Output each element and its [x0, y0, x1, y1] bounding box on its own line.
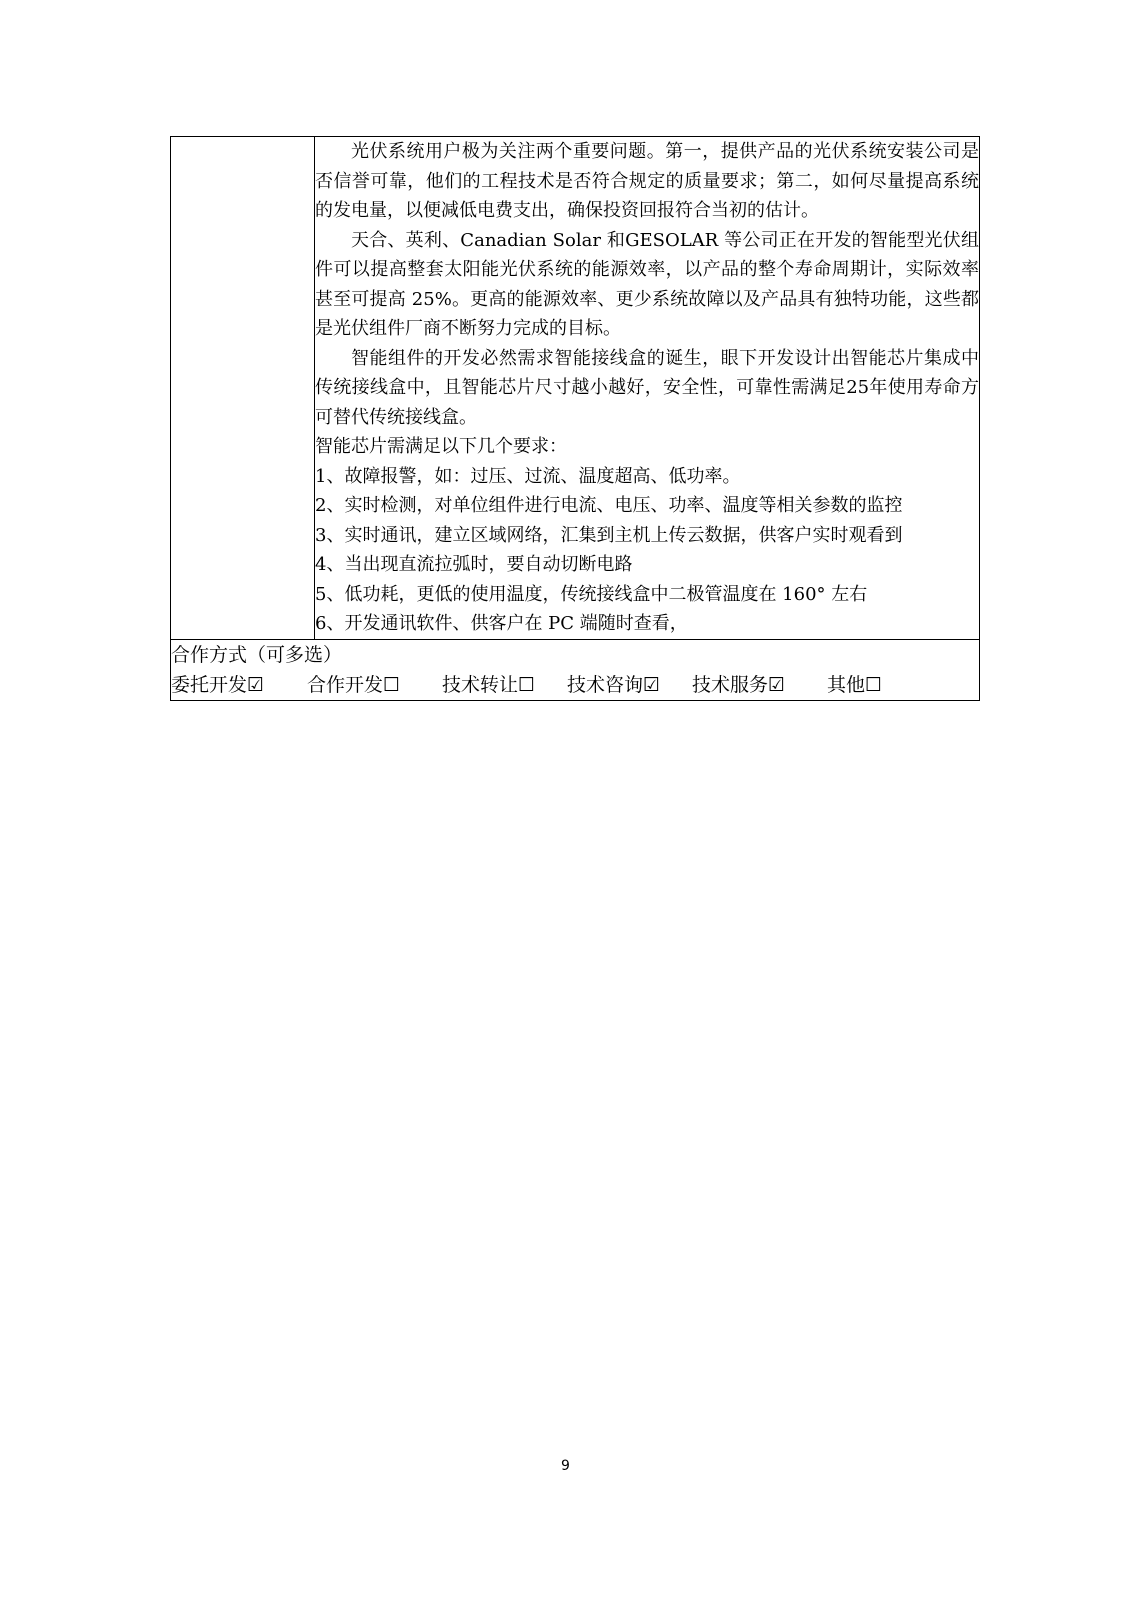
- option-other[interactable]: 其他☐: [827, 673, 883, 696]
- paragraph-concerns: 光伏系统用户极为关注两个重要问题。第一，提供产品的光伏系统安装公司是否信誉可靠，他们的工程技术是否符合规定的质量要求；第二，如何尽量提高系统的发电量，以便减低电费支出，确保投资回报符合当初的估计。: [315, 141, 979, 221]
- option-technical-service[interactable]: 技术服务☑: [692, 673, 786, 696]
- requirement-item: 5、低功耗，更低的使用温度，传统接线盒中二极管温度在 160° 左右: [315, 583, 868, 605]
- requirement-item: 4、当出现直流拉弧时，要自动切断电路: [315, 554, 633, 575]
- paragraph-junction-box: 智能组件的开发必然需求智能接线盒的诞生，眼下开发设计出智能芯片集成中传统接线盒中，且智能芯片尺寸越小越好，安全性，可靠性需满足25年使用寿命方可替代传统接线盒。: [315, 347, 979, 428]
- label-cell: [171, 137, 315, 640]
- cooperation-row: [171, 639, 980, 700]
- page-number: 9: [561, 1458, 570, 1474]
- form-table: [170, 136, 980, 701]
- option-joint-development[interactable]: 合作开发☐: [307, 673, 401, 696]
- requirement-item: 1、故障报警，如：过压、过流、温度超高、低功率。: [315, 465, 741, 487]
- option-technology-transfer[interactable]: 技术转让☐: [442, 673, 536, 696]
- requirements-intro: 智能芯片需满足以下几个要求：: [315, 436, 567, 457]
- option-technical-consulting[interactable]: 技术咨询☑: [567, 673, 661, 696]
- cooperation-options: [171, 670, 979, 700]
- cooperation-cell: [171, 639, 980, 700]
- description-row: [171, 137, 980, 640]
- option-commissioned-development[interactable]: 委托开发☑: [171, 673, 265, 696]
- requirement-item: 6、开发通讯软件、供客户在 PC 端随时查看，: [315, 613, 688, 634]
- cooperation-title: 合作方式（可多选）: [171, 643, 343, 666]
- requirement-item: 2、实时检测，对单位组件进行电流、电压、功率、温度等相关参数的监控: [315, 495, 903, 516]
- requirement-item: 3、实时通讯，建立区域网络，汇集到主机上传云数据，供客户实时观看到: [315, 524, 903, 546]
- paragraph-smart-modules: 天合、英利、Canadian Solar 和GESOLAR 等公司正在开发的智能型光伏组件可以提高整套太阳能光伏系统的能源效率，以产品的整个寿命周期计，实际效率甚至可提高 25%。更高的能源效率、更少系统故障以及产品具有独特功能，这些都是光伏组件厂商不断努力完成的目标。: [315, 229, 979, 339]
- description-cell: [315, 137, 980, 640]
